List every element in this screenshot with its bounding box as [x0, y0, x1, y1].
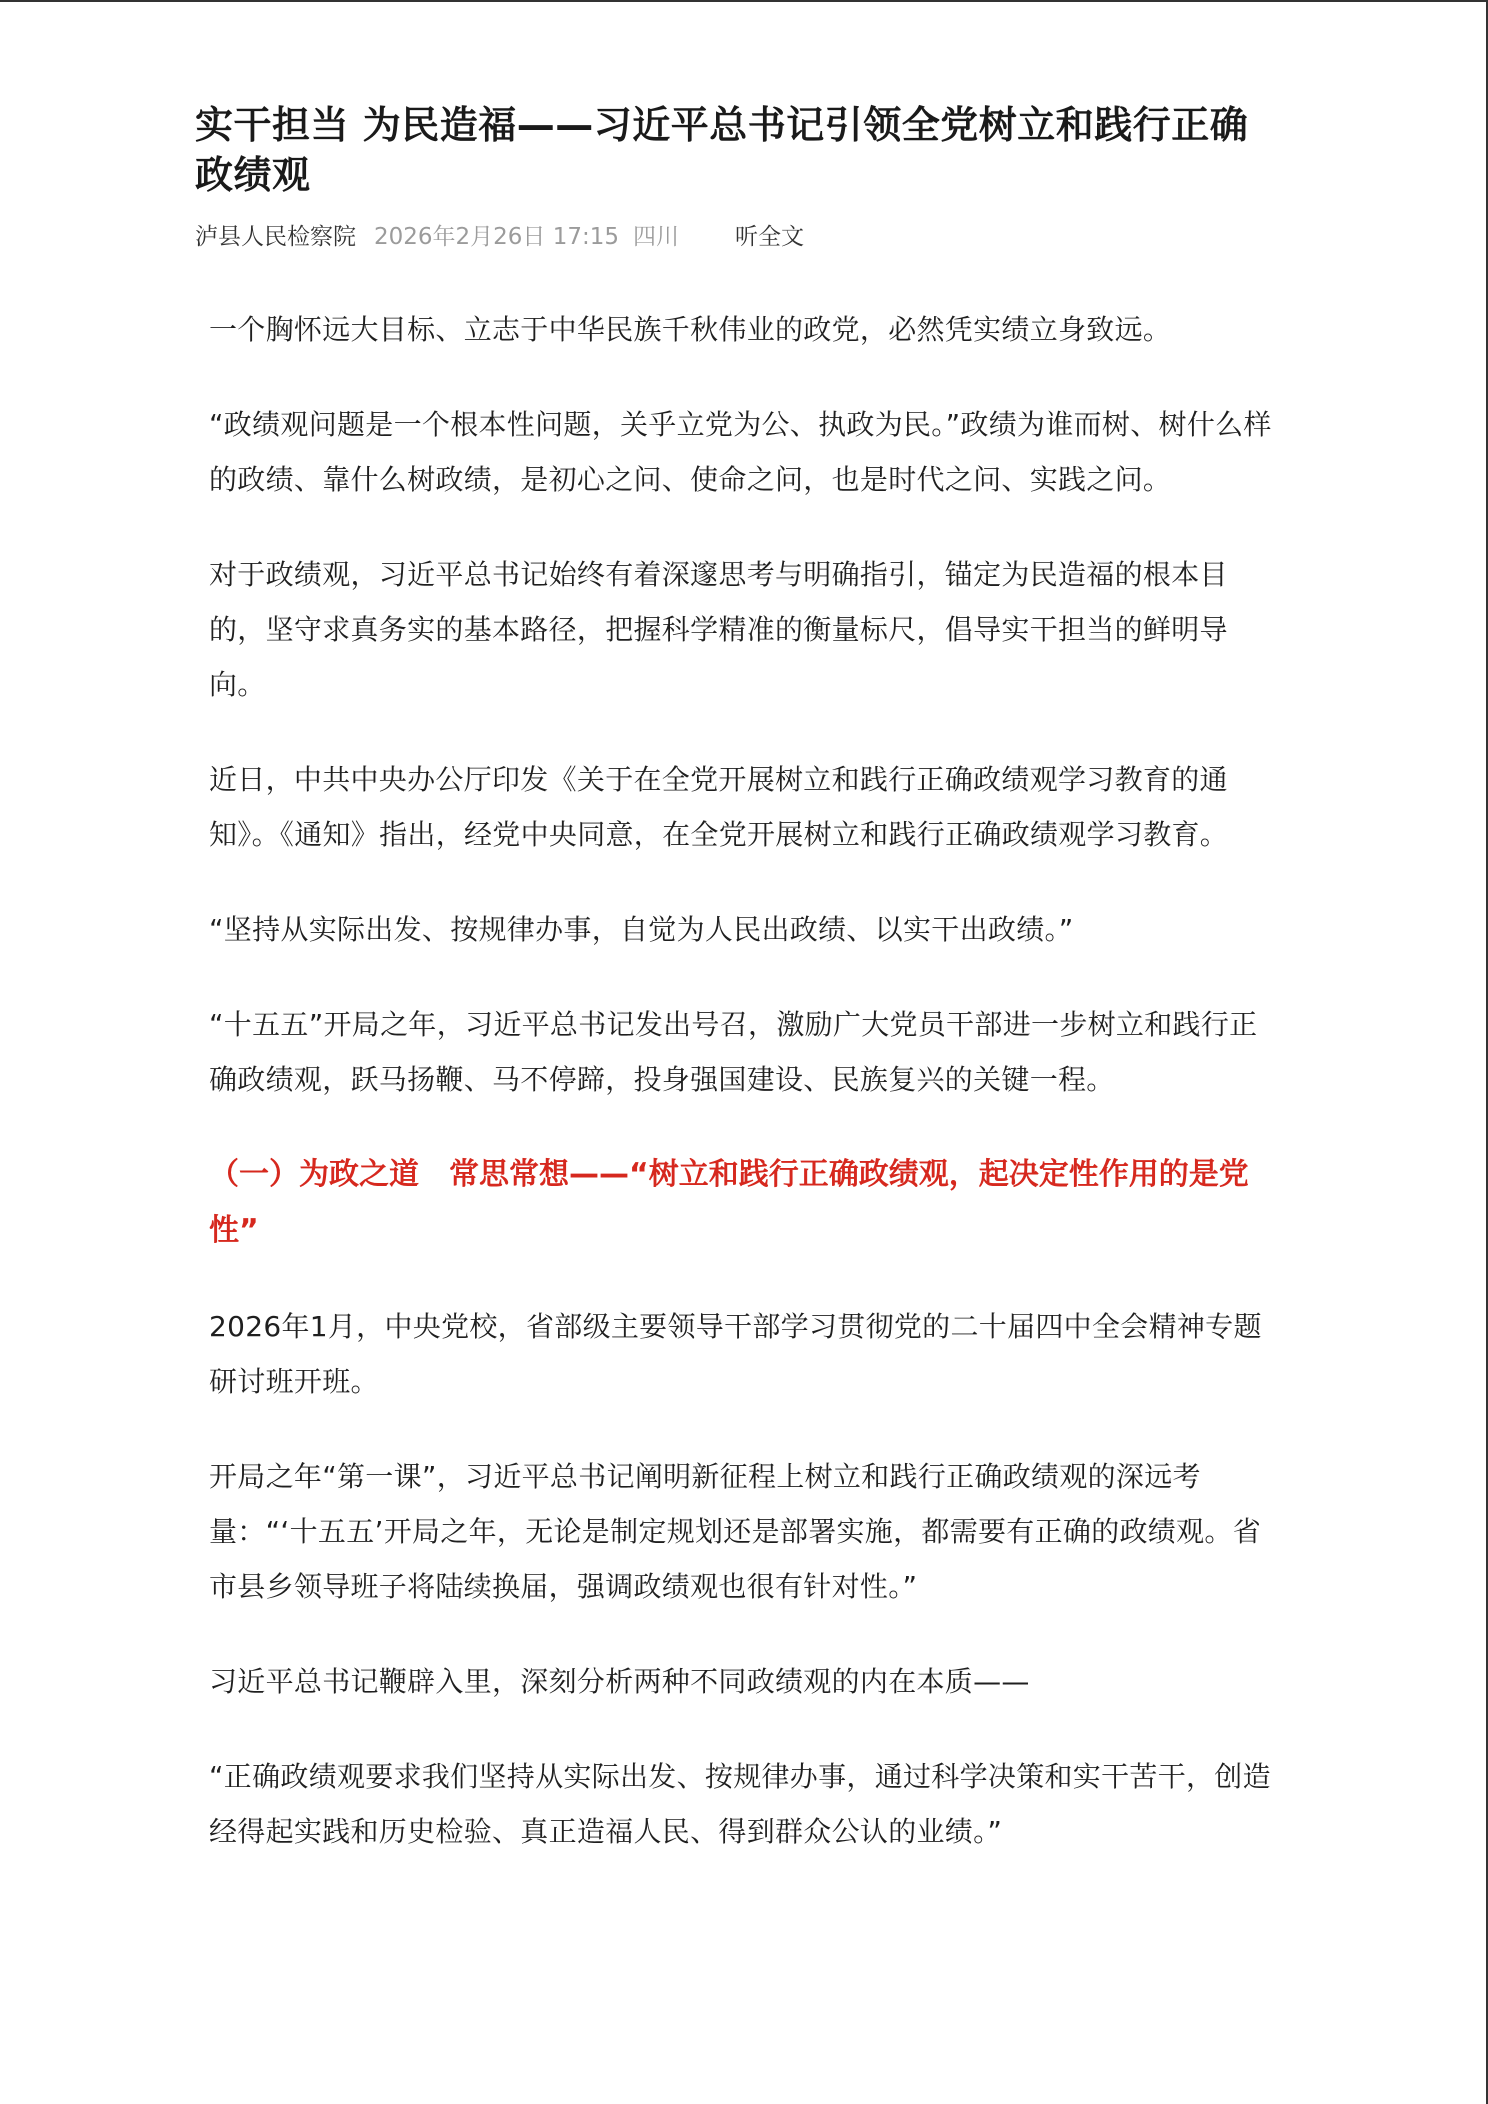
paragraph: “坚持从实际出发、按规律办事，自觉为人民出政绩、以实干出政绩。”	[209, 913, 1074, 946]
article	[195, 100, 1285, 1899]
publish-date: 2026年2月26日 17:15	[374, 224, 620, 250]
article-title: 实干担当 为民造福——习近平总书记引领全党树立和践行正确政绩观	[195, 103, 1249, 197]
paragraph: “政绩观问题是一个根本性问题，关乎立党为公、执政为民。”政绩为谁而树、树什么样的政绩、靠什么树政绩，是初心之问、使命之问，也是时代之问、实践之问。	[209, 408, 1272, 496]
paragraph: “十五五”开局之年，习近平总书记发出号召，激励广大党员干部进一步树立和践行正确政绩观，跃马扬鞭、马不停蹄，投身强国建设、民族复兴的关键一程。	[209, 1008, 1258, 1096]
paragraph: 2026年1月，中央党校，省部级主要领导干部学习贯彻党的二十届四中全会精神专题研讨班开班。	[209, 1310, 1262, 1398]
paragraph: 习近平总书记鞭辟入里，深刻分析两种不同政绩观的内在本质——	[209, 1665, 1030, 1698]
paragraph: 近日，中共中央办公厅印发《关于在全党开展树立和践行正确政绩观学习教育的通知》。《通知》指出，经党中央同意，在全党开展树立和践行正确政绩观学习教育。	[209, 763, 1229, 851]
region-label: 四川	[633, 224, 680, 250]
paragraph: 对于政绩观，习近平总书记始终有着深邃思考与明确指引，锚定为民造福的根本目的，坚守求真务实的基本路径，把握科学精准的衡量标尺，倡导实干担当的鲜明导向。	[209, 558, 1228, 701]
listen-full-text-button[interactable]: 听全文	[735, 224, 805, 250]
paragraph: 开局之年“第一课”，习近平总书记阐明新征程上树立和践行正确政绩观的深远考量：“‘十五五’开局之年，无论是制定规划还是部署实施，都需要有正确的政绩观。省市县乡领导班子将陆续换届，强调政绩观也很有针对性。”	[209, 1460, 1262, 1603]
article-meta	[195, 222, 1285, 252]
article-body	[195, 302, 1285, 1859]
paragraph: 一个胸怀远大目标、立志于中华民族千秋伟业的政党，必然凭实绩立身致远。	[209, 313, 1172, 346]
source-name[interactable]: 泸县人民检察院	[195, 224, 356, 250]
paragraph: “正确政绩观要求我们坚持从实际出发、按规律办事，通过科学决策和实干苦干，创造经得起实践和历史检验、真正造福人民、得到群众公认的业绩。”	[209, 1760, 1271, 1848]
section-heading: （一）为政之道 常思常想——“树立和践行正确政绩观，起决定性作用的是党性”	[209, 1157, 1249, 1248]
